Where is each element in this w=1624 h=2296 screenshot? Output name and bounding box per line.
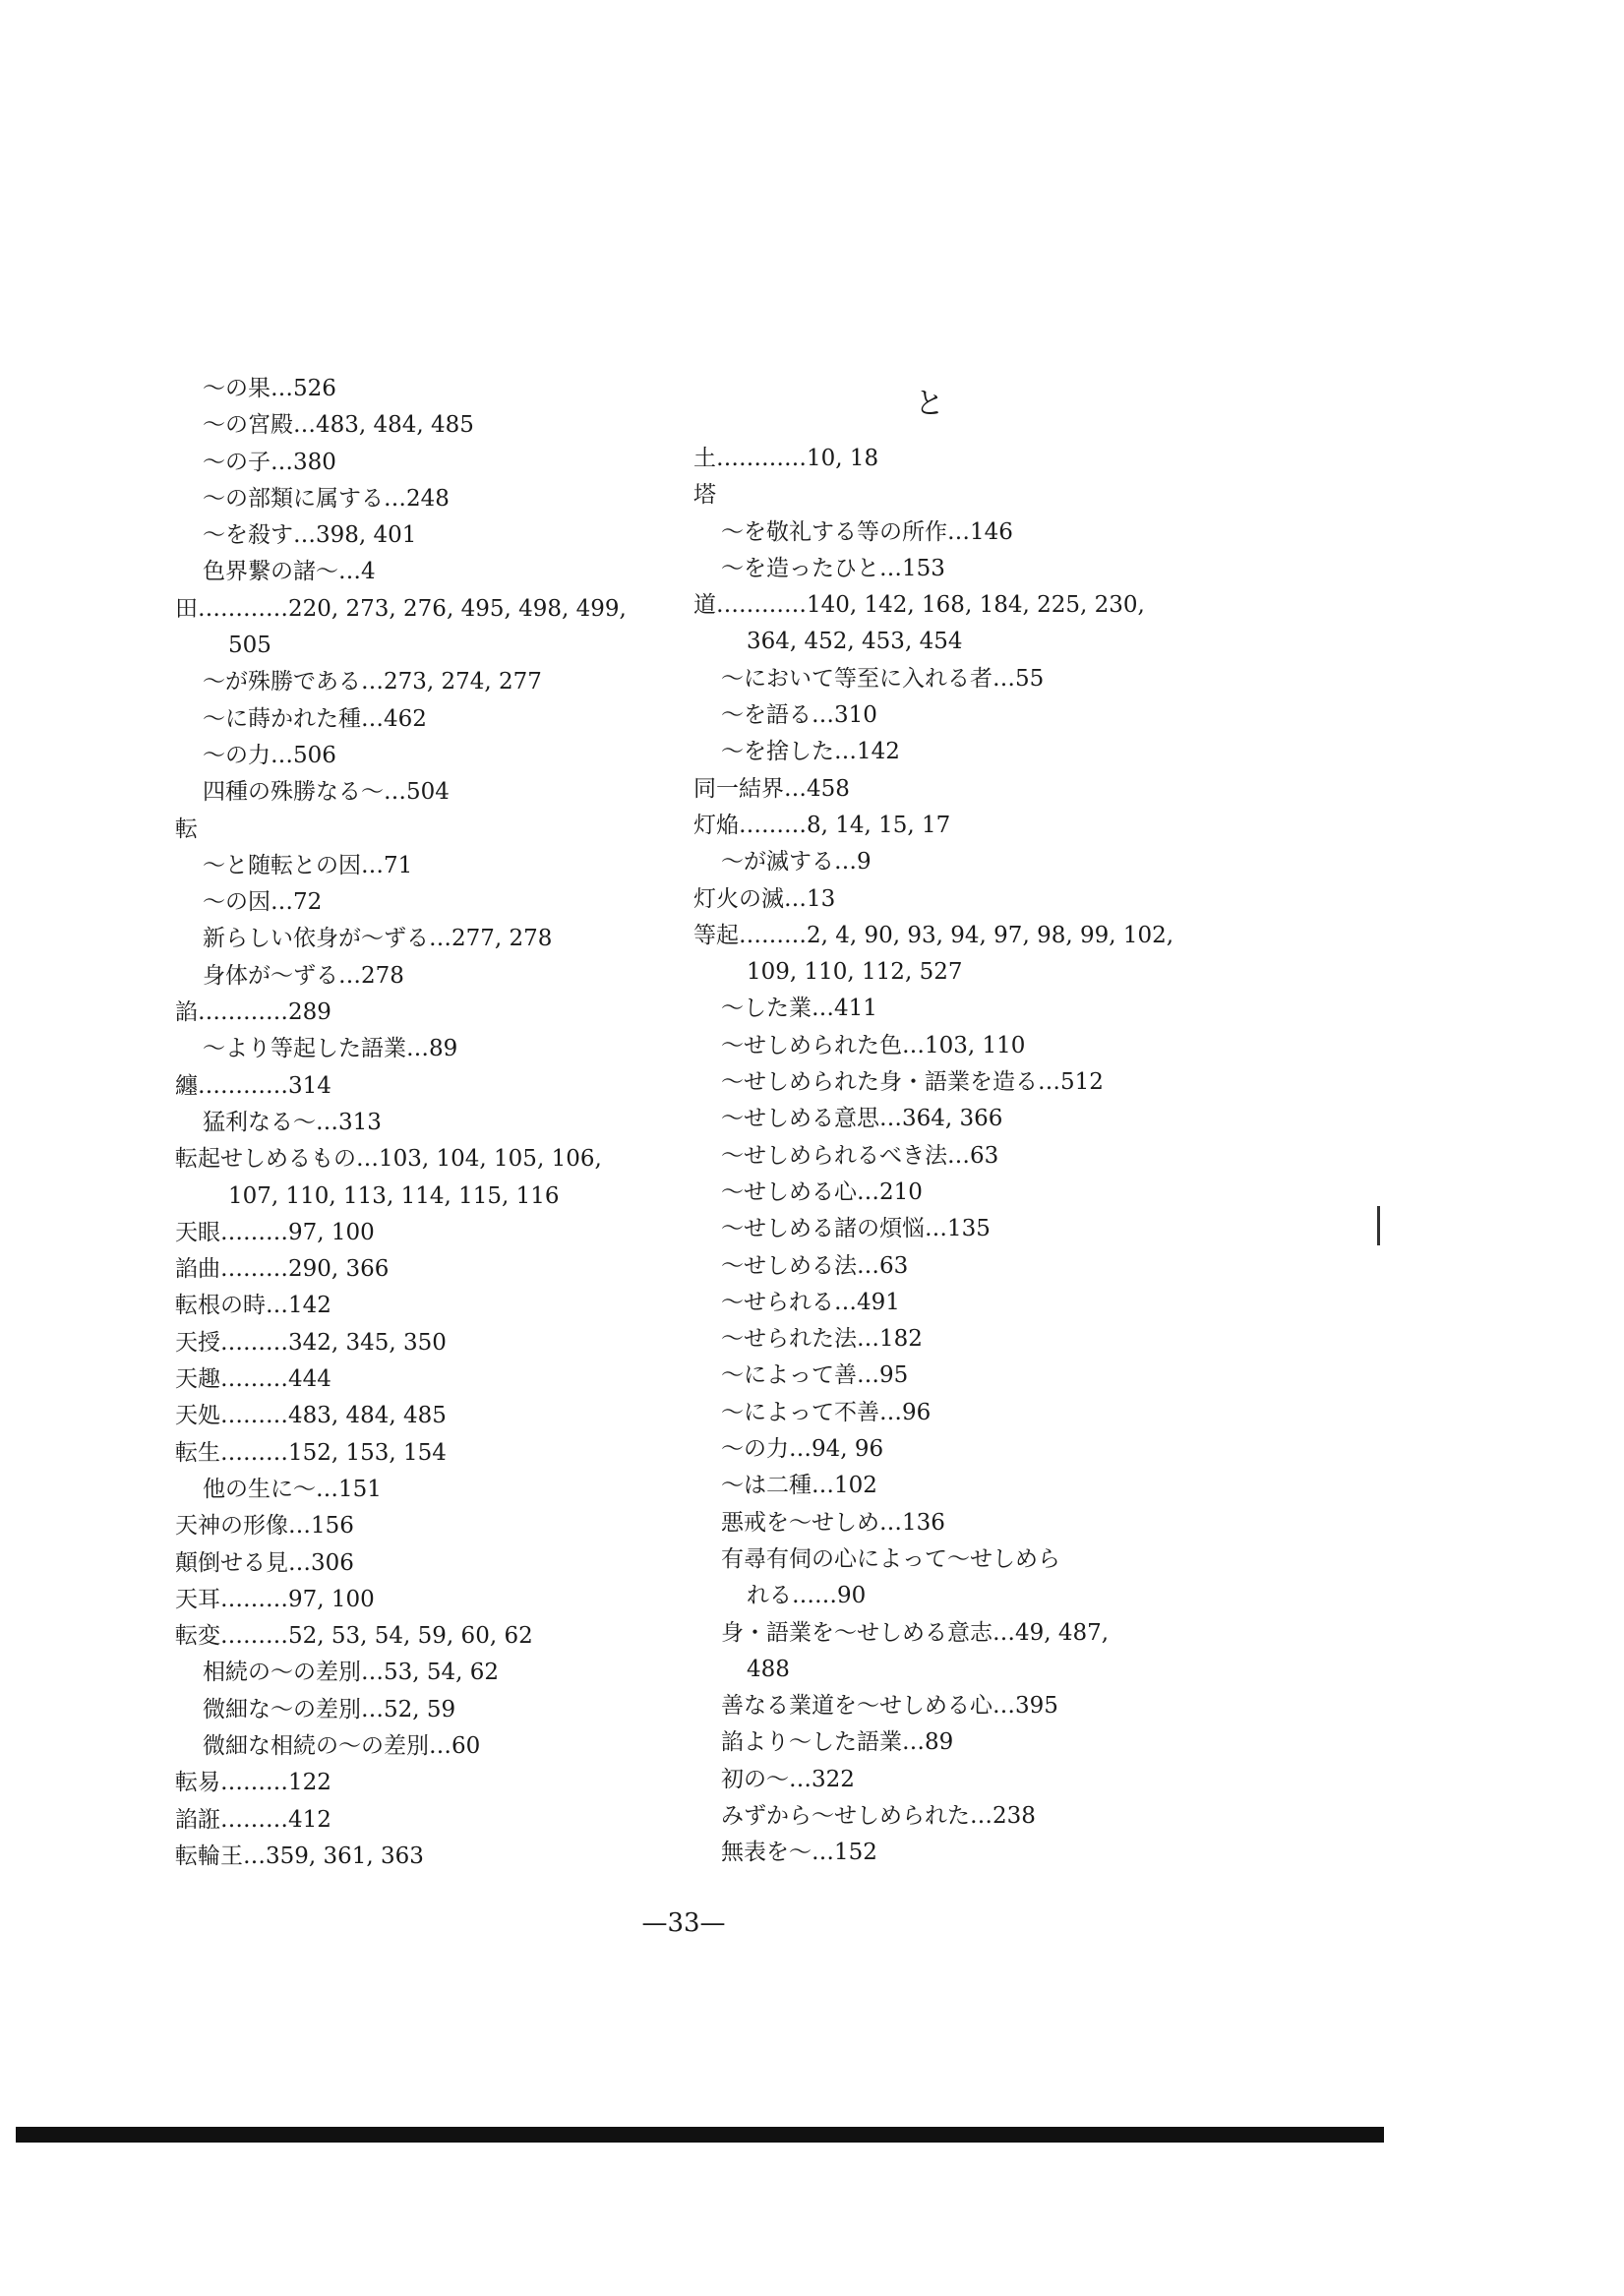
section-heading: と xyxy=(915,387,944,421)
index-entry: 土…………10, 18 xyxy=(693,446,879,471)
index-entry: 天処………483, 484, 485 xyxy=(175,1403,447,1429)
index-entry: ～を敬礼する等の所作…146 xyxy=(721,518,1013,545)
index-entry: ～の力…94, 96 xyxy=(721,1436,884,1463)
index-entry: 109, 110, 112, 527 xyxy=(747,959,963,986)
index-entry: 微細な相続の～の差別…60 xyxy=(203,1732,481,1759)
index-entry: 灯焔………8, 14, 15, 17 xyxy=(693,812,951,838)
index-entry: ～と随転との因…71 xyxy=(203,852,413,878)
index-entry: ～は二種…102 xyxy=(721,1473,877,1499)
index-entry: 纏…………314 xyxy=(175,1072,331,1099)
index-entry: ～を殺す…398, 401 xyxy=(203,522,417,549)
index-entry: 新らしい依身が～ずる…277, 278 xyxy=(203,926,553,952)
page-number: —33— xyxy=(641,1908,726,1938)
index-entry: ～せしめられた色…103, 110 xyxy=(721,1032,1026,1058)
index-entry: みずから～せしめられた…238 xyxy=(721,1802,1036,1829)
index-entry: 転生………152, 153, 154 xyxy=(175,1439,447,1466)
index-entry: 微細な～の差別…52, 59 xyxy=(203,1696,456,1722)
index-entry: 他の生に～…151 xyxy=(203,1476,382,1502)
index-entry: 同一結界…458 xyxy=(693,775,850,802)
index-entry: ～の宮殿…483, 484, 485 xyxy=(203,412,474,439)
index-entry: 諂誑………412 xyxy=(175,1806,331,1833)
index-entry: 悪戒を～せしめ…136 xyxy=(721,1509,945,1536)
index-entry: 転 xyxy=(175,816,198,842)
index-entry: 善なる業道を～せしめる心…395 xyxy=(721,1693,1058,1720)
index-entry: 転起せしめるもの…103, 104, 105, 106, xyxy=(175,1146,602,1173)
bottom-rule xyxy=(16,2127,1384,2143)
index-entry: 塔 xyxy=(693,482,716,509)
index-entry: 色界繋の諸～…4 xyxy=(203,559,376,585)
index-entry: ～せしめる法…63 xyxy=(721,1252,909,1279)
index-entry: 天耳………97, 100 xyxy=(175,1586,375,1612)
index-entry: 田…………220, 273, 276, 495, 498, 499, xyxy=(175,595,627,622)
index-entry: 107, 110, 113, 114, 115, 116 xyxy=(228,1182,560,1209)
index-entry: ～によって不善…96 xyxy=(721,1399,932,1425)
index-entry: ～せられる…491 xyxy=(721,1289,900,1315)
index-entry: ～せしめる心…210 xyxy=(721,1178,923,1205)
index-entry: 天趣………444 xyxy=(175,1366,331,1393)
index-entry: 身体が～ずる…278 xyxy=(203,962,404,989)
index-entry: 364, 452, 453, 454 xyxy=(747,629,963,655)
index-entry: 天授………342, 345, 350 xyxy=(175,1329,447,1356)
index-entry: ～に蒔かれた種…462 xyxy=(203,705,427,732)
index-entry: 顛倒せる見…306 xyxy=(175,1549,354,1576)
index-entry: ～の子…380 xyxy=(203,449,336,475)
index-entry: 転易………122 xyxy=(175,1770,331,1796)
index-entry: ～を捨した…142 xyxy=(721,739,900,765)
index-entry: 相続の～の差別…53, 54, 62 xyxy=(203,1660,500,1686)
index-entry: 諂曲………290, 366 xyxy=(175,1256,390,1283)
index-entry: 初の～…322 xyxy=(721,1766,855,1792)
index-entry: ～の因…72 xyxy=(203,889,323,916)
index-entry: 道…………140, 142, 168, 184, 225, 230, xyxy=(693,592,1145,619)
index-entry: ～せられた法…182 xyxy=(721,1326,923,1353)
index-entry: ～より等起した語業…89 xyxy=(203,1036,458,1062)
index-entry: ～が滅する…9 xyxy=(721,849,872,876)
index-entry: ～せしめる諸の煩悩…135 xyxy=(721,1216,991,1242)
index-entry: ～せしめられるべき法…63 xyxy=(721,1142,999,1169)
index-entry: 四種の殊勝なる～…504 xyxy=(203,779,450,806)
index-entry: 無表を～…152 xyxy=(721,1840,877,1866)
index-entry: 転根の時…142 xyxy=(175,1293,331,1319)
margin-mark xyxy=(1377,1206,1380,1245)
index-entry: ～せしめられた身・語業を造る…512 xyxy=(721,1069,1104,1096)
index-entry: 身・語業を～せしめる意志…49, 487, xyxy=(721,1619,1110,1646)
index-entry: ～せしめる意思…364, 366 xyxy=(721,1106,1003,1132)
index-entry: 諂より～した語業…89 xyxy=(721,1729,954,1756)
index-entry: 等起………2, 4, 90, 93, 94, 97, 98, 99, 102, xyxy=(693,922,1174,948)
index-entry: 天神の形像…156 xyxy=(175,1513,354,1540)
index-entry: ～した業…411 xyxy=(721,996,877,1022)
index-entry: ～が殊勝である…273, 274, 277 xyxy=(203,669,542,695)
index-entry: ～において等至に入れる者…55 xyxy=(721,665,1045,692)
index-entry: れる……90 xyxy=(747,1583,867,1609)
index-entry: ～を造ったひと…153 xyxy=(721,555,945,581)
index-entry: 505 xyxy=(228,633,271,659)
index-entry: 有尋有伺の心によって～せしめら xyxy=(721,1545,1060,1572)
index-entry: 天眼………97, 100 xyxy=(175,1219,375,1245)
index-entry: 488 xyxy=(747,1656,790,1682)
index-entry: ～の果…526 xyxy=(203,376,336,401)
index-entry: 転輪王…359, 361, 363 xyxy=(175,1843,424,1869)
index-entry: 灯火の滅…13 xyxy=(693,885,836,912)
index-entry: ～の力…506 xyxy=(203,742,336,768)
index-entry: ～の部類に属する…248 xyxy=(203,485,450,512)
index-entry: 猛利なる～…313 xyxy=(203,1109,382,1135)
index-entry: 転変………52, 53, 54, 59, 60, 62 xyxy=(175,1623,533,1650)
index-entry: 諂…………289 xyxy=(175,999,331,1026)
index-entry: ～によって善…95 xyxy=(721,1362,909,1389)
right-index-column xyxy=(693,441,1244,1872)
left-index-column xyxy=(175,371,706,1875)
index-entry: ～を語る…310 xyxy=(721,702,877,729)
